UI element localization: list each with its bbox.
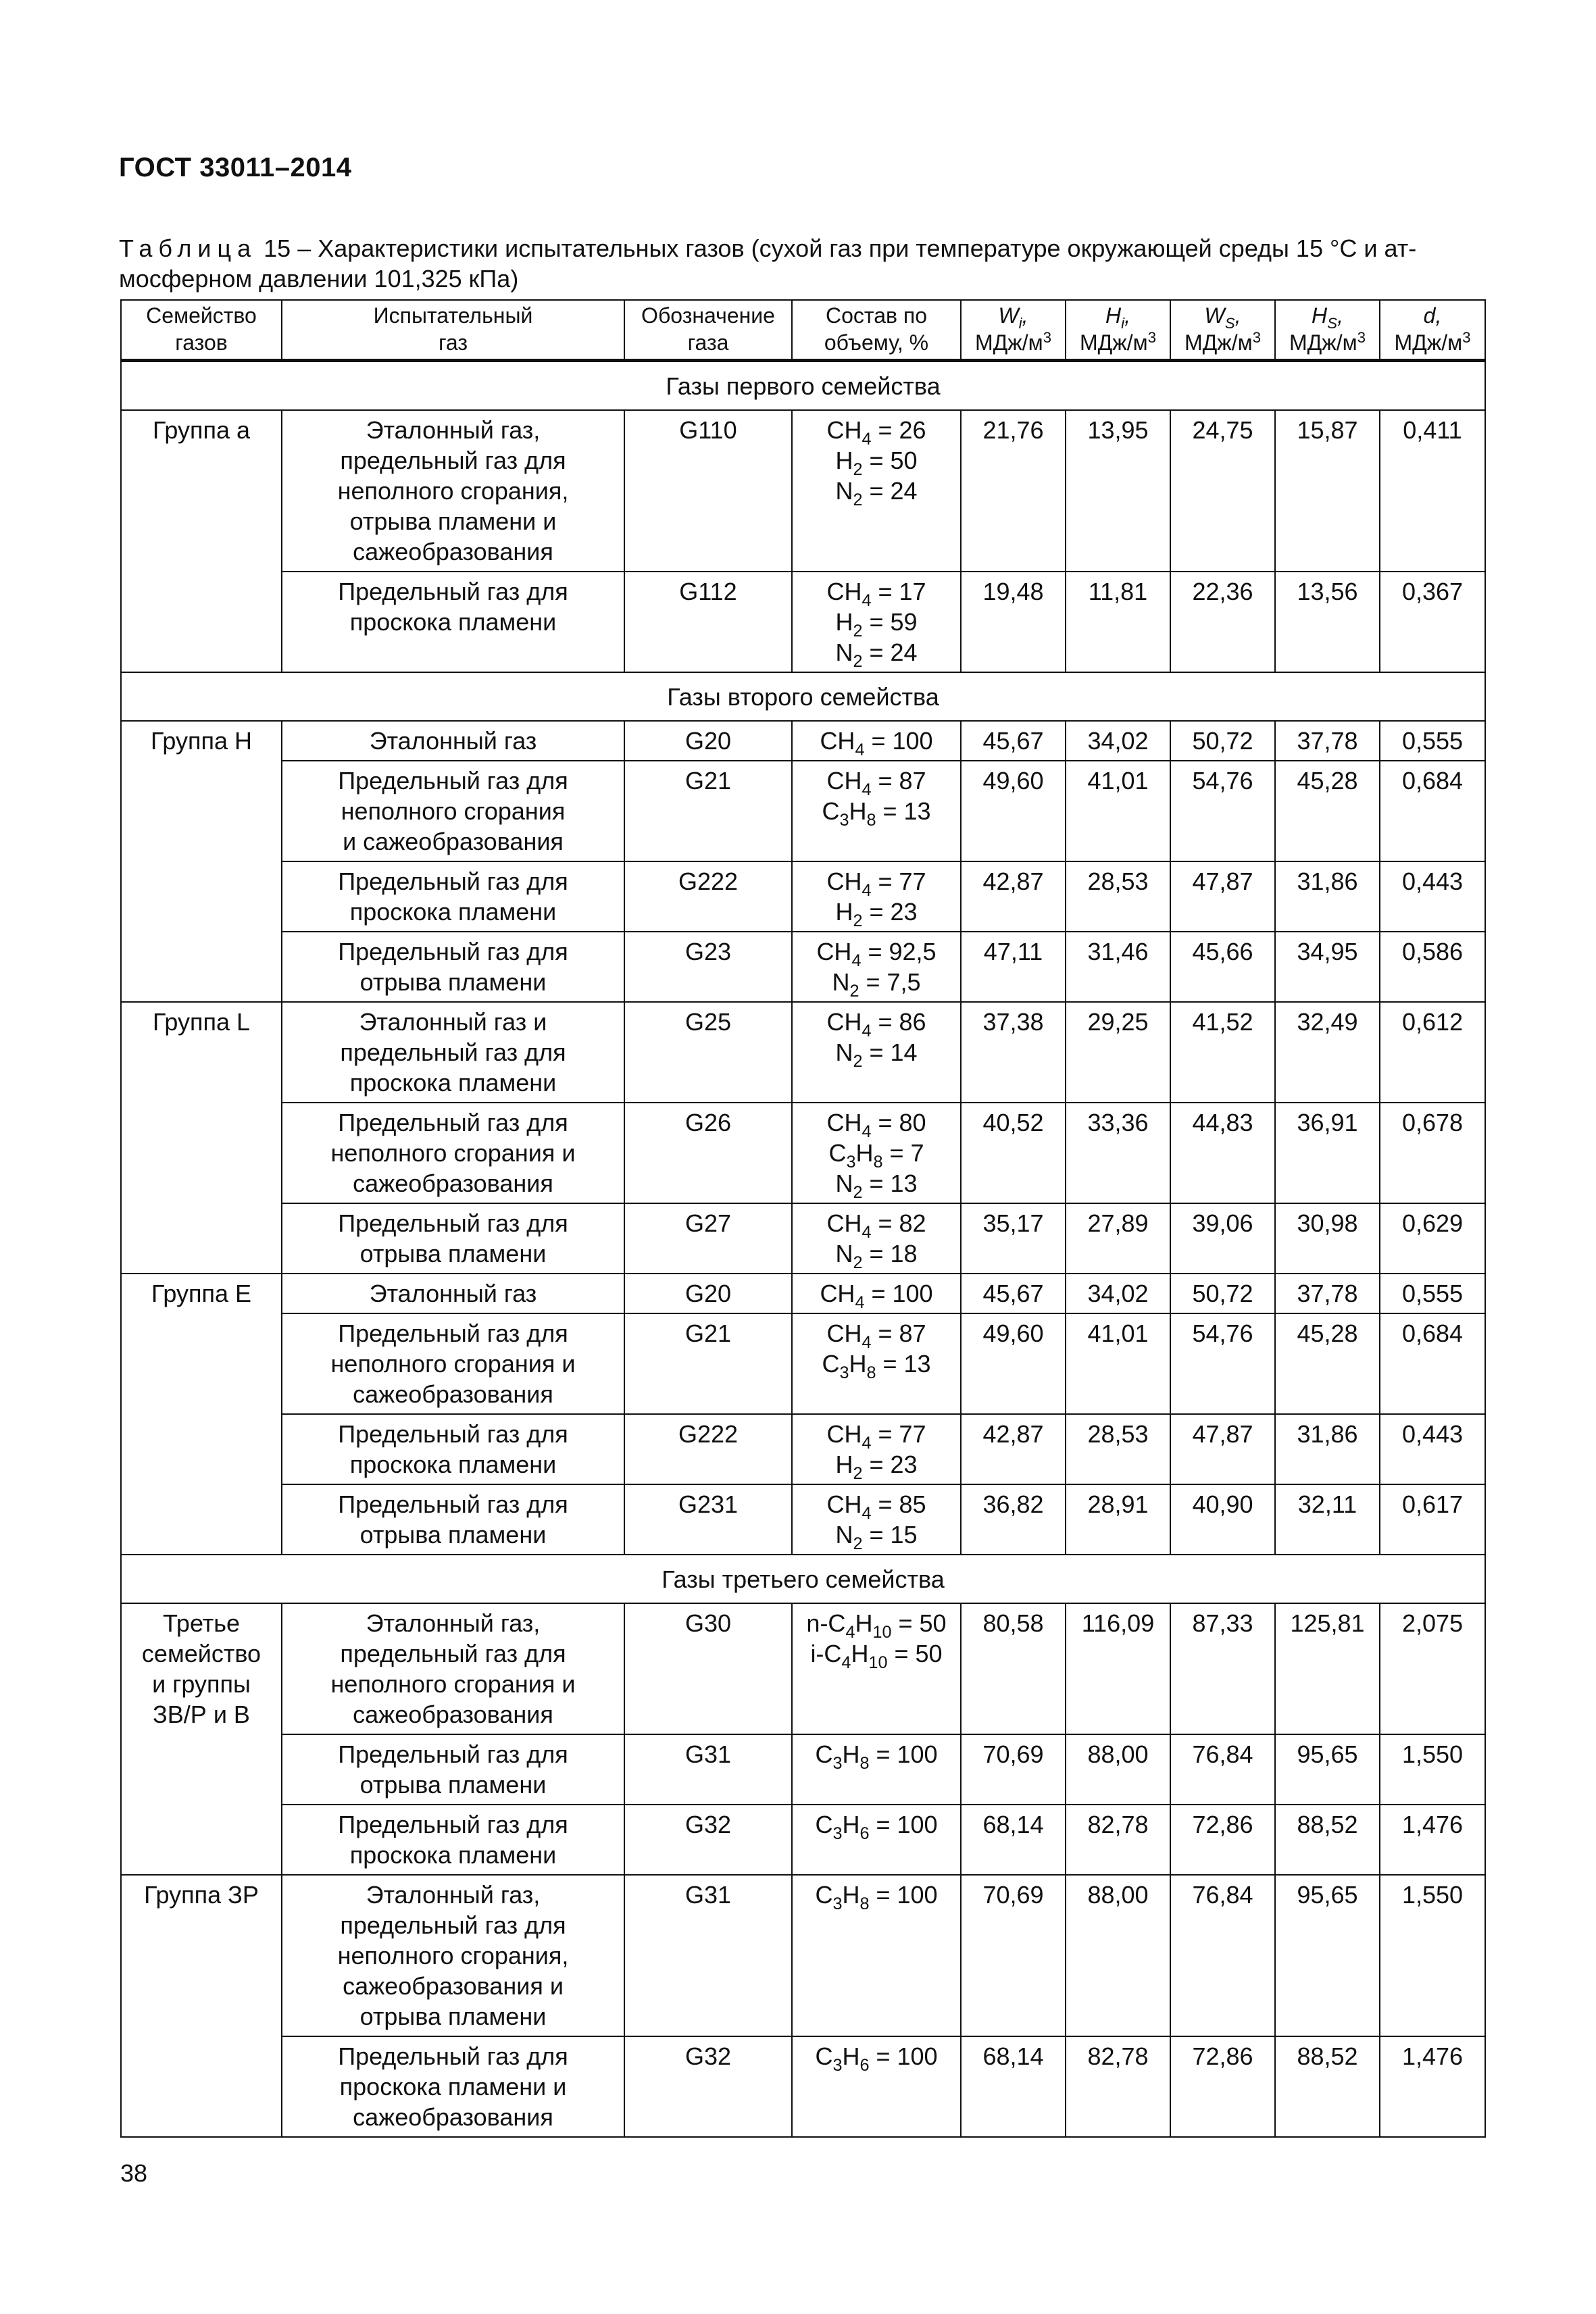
hi-value-cell: 13,95 [1066, 410, 1170, 572]
d-value-cell: 1,476 [1380, 1805, 1485, 1875]
gas-code-cell: G112 [624, 572, 792, 672]
caption-prefix: Таблица [119, 234, 257, 262]
header-d: d, МДж/$м^3$ [1380, 300, 1485, 361]
table-row [121, 1805, 1485, 1875]
header-family: Семейство газов [121, 300, 282, 361]
composition-line: $C_3H_6 = 100$ [815, 1811, 938, 1843]
composition-cell [792, 1103, 961, 1203]
ws-value-cell: 72,86 [1170, 2036, 1275, 2137]
ws-value-cell: 22,36 [1170, 572, 1275, 672]
gas-characteristics-table [120, 299, 1486, 2138]
header-wi: $W_i$, МДж/$м^3$ [961, 300, 1066, 361]
test-gas-cell: Предельный газ для отрыва пламени [282, 1203, 624, 1274]
composition-cell [792, 1734, 961, 1805]
test-gas-cell: Предельный газ для отрыва пламени [282, 932, 624, 1002]
gas-code-cell: G222 [624, 1414, 792, 1484]
table-row [121, 1414, 1485, 1484]
test-gas-cell: Предельный газ для неполного сгорания и сажеобразования [282, 761, 624, 861]
group-name: Группа L [121, 1002, 282, 1274]
test-gas-cell: Эталонный газ, предельный газ для неполного сгорания и сажеобразования [282, 1603, 624, 1734]
composition-line: $N_2 = 24$ [835, 638, 918, 671]
header-test-gas: Испытательный газ [282, 300, 624, 361]
table-row [121, 1002, 1485, 1103]
section-row [121, 1555, 1485, 1603]
ws-value-cell: 54,76 [1170, 761, 1275, 861]
composition-line: $C_3H_8 = 13$ [822, 1350, 931, 1382]
wi-value-cell: 21,76 [961, 410, 1066, 572]
composition-line: $C_3H_8 = 100$ [815, 1881, 938, 1913]
composition-line: $H_2 = 23$ [835, 1451, 918, 1483]
table-row [121, 1875, 1485, 2036]
table-row [121, 1103, 1485, 1203]
header-designation: Обозначение газа [624, 300, 792, 361]
composition-cell [792, 1203, 961, 1274]
hi-value-cell: 82,78 [1066, 2036, 1170, 2137]
ws-value-cell: 39,06 [1170, 1203, 1275, 1274]
table-row [121, 572, 1485, 672]
wi-value-cell: 45,67 [961, 721, 1066, 761]
table-caption [119, 233, 1484, 294]
gas-code-cell: G26 [624, 1103, 792, 1203]
hi-value-cell: 88,00 [1066, 1875, 1170, 2036]
wi-value-cell: 68,14 [961, 1805, 1066, 1875]
composition-cell [792, 1414, 961, 1484]
header-hs: $H_S$, МДж/$м^3$ [1275, 300, 1380, 361]
composition-line: $CH_4 = 26$ [826, 416, 926, 449]
table-row [121, 1274, 1485, 1313]
section-title: Газы первого семейства [121, 361, 1485, 411]
ws-value-cell: 76,84 [1170, 1875, 1275, 2036]
hs-value-cell: 88,52 [1275, 2036, 1380, 2137]
d-value-cell: 0,678 [1380, 1103, 1485, 1203]
d-value-cell: 0,612 [1380, 1002, 1485, 1103]
hs-value-cell: 32,49 [1275, 1002, 1380, 1103]
test-gas-cell: Предельный газ для неполного сгорания и сажеобразования [282, 1313, 624, 1414]
ws-value-cell: 87,33 [1170, 1603, 1275, 1734]
ws-value-cell: 72,86 [1170, 1805, 1275, 1875]
ws-value-cell: 50,72 [1170, 721, 1275, 761]
wi-value-cell: 47,11 [961, 932, 1066, 1002]
gas-code-cell: G222 [624, 861, 792, 932]
hi-value-cell: 41,01 [1066, 1313, 1170, 1414]
composition-line: $CH_4 = 87$ [826, 1319, 926, 1352]
d-value-cell: 0,443 [1380, 861, 1485, 932]
table-row [121, 1484, 1485, 1555]
d-value-cell: 0,555 [1380, 721, 1485, 761]
d-value-cell: 0,367 [1380, 572, 1485, 672]
composition-line: $CH_4 = 85$ [826, 1490, 926, 1523]
gas-code-cell: G23 [624, 932, 792, 1002]
test-gas-cell: Эталонный газ и предельный газ для проскока пламени [282, 1002, 624, 1103]
composition-line: $CH_4 = 77$ [826, 867, 926, 900]
d-value-cell: 0,684 [1380, 761, 1485, 861]
hs-value-cell: 31,86 [1275, 1414, 1380, 1484]
composition-line: $N_2 = 24$ [835, 477, 918, 509]
ws-value-cell: 76,84 [1170, 1734, 1275, 1805]
test-gas-cell: Предельный газ для отрыва пламени [282, 1734, 624, 1805]
composition-line: $H_2 = 59$ [835, 608, 918, 640]
hs-value-cell: 45,28 [1275, 1313, 1380, 1414]
test-gas-cell: Предельный газ для проскока пламени [282, 861, 624, 932]
table-row [121, 2036, 1485, 2137]
section-row [121, 672, 1485, 721]
composition-cell [792, 721, 961, 761]
table-row [121, 761, 1485, 861]
d-value-cell: 0,629 [1380, 1203, 1485, 1274]
section-title: Газы второго семейства [121, 672, 1485, 721]
header-hi: $H_i$, МДж/$м^3$ [1066, 300, 1170, 361]
ws-value-cell: 50,72 [1170, 1274, 1275, 1313]
wi-value-cell: 19,48 [961, 572, 1066, 672]
page-number: 38 [120, 2159, 148, 2187]
document-header: ГОСТ 33011–2014 [119, 153, 352, 182]
gas-code-cell: G21 [624, 761, 792, 861]
hi-value-cell: 28,53 [1066, 861, 1170, 932]
wi-value-cell: 68,14 [961, 2036, 1066, 2137]
table-row [121, 721, 1485, 761]
gas-code-cell: G21 [624, 1313, 792, 1414]
wi-value-cell: 70,69 [961, 1875, 1066, 2036]
composition-line: $CH_4 = 82$ [826, 1209, 926, 1242]
hs-value-cell: 45,28 [1275, 761, 1380, 861]
ws-value-cell: 24,75 [1170, 410, 1275, 572]
table-row [121, 932, 1485, 1002]
composition-line: $i-C_4H_{10} = 50$ [810, 1640, 943, 1672]
composition-line: $N_2 = 15$ [835, 1521, 918, 1553]
hi-value-cell: 82,78 [1066, 1805, 1170, 1875]
table-row [121, 1734, 1485, 1805]
hs-value-cell: 31,86 [1275, 861, 1380, 932]
ws-value-cell: 54,76 [1170, 1313, 1275, 1414]
hs-value-cell: 88,52 [1275, 1805, 1380, 1875]
wi-value-cell: 37,38 [961, 1002, 1066, 1103]
composition-cell [792, 761, 961, 861]
ws-value-cell: 45,66 [1170, 932, 1275, 1002]
composition-line: $N_2 = 7,5$ [832, 968, 921, 1001]
hs-value-cell: 32,11 [1275, 1484, 1380, 1555]
test-gas-cell: Предельный газ для проскока пламени и сажеобразования [282, 2036, 624, 2137]
hi-value-cell: 28,53 [1066, 1414, 1170, 1484]
composition-line: $n-C_4H_{10} = 50$ [806, 1609, 947, 1642]
wi-value-cell: 45,67 [961, 1274, 1066, 1313]
section-row [121, 361, 1485, 411]
d-value-cell: 1,476 [1380, 2036, 1485, 2137]
composition-line: $CH_4 = 80$ [826, 1109, 926, 1141]
hi-value-cell: 29,25 [1066, 1002, 1170, 1103]
composition-line: $CH_4 = 86$ [826, 1008, 926, 1040]
table-row [121, 1603, 1485, 1734]
d-value-cell: 0,684 [1380, 1313, 1485, 1414]
test-gas-cell: Эталонный газ [282, 1274, 624, 1313]
gas-code-cell: G231 [624, 1484, 792, 1555]
wi-value-cell: 49,60 [961, 761, 1066, 861]
header-composition: Состав по объему, % [792, 300, 961, 361]
composition-cell [792, 410, 961, 572]
wi-value-cell: 42,87 [961, 1414, 1066, 1484]
composition-line: $CH_4 = 87$ [826, 767, 926, 799]
gas-code-cell: G110 [624, 410, 792, 572]
header-row [121, 300, 1485, 361]
group-name: Группа ЗР [121, 1875, 282, 2137]
gas-code-cell: G27 [624, 1203, 792, 1274]
table-row [121, 1313, 1485, 1414]
hs-value-cell: 36,91 [1275, 1103, 1380, 1203]
gas-code-cell: G32 [624, 1805, 792, 1875]
composition-line: $C_3H_8 = 7$ [828, 1139, 924, 1172]
group-name: Группа Н [121, 721, 282, 1002]
hi-value-cell: 41,01 [1066, 761, 1170, 861]
composition-line: $H_2 = 23$ [835, 898, 918, 930]
d-value-cell: 0,443 [1380, 1414, 1485, 1484]
table-header [121, 300, 1485, 361]
test-gas-cell: Эталонный газ, предельный газ для неполного сгорания, отрыва пламени и сажеобразования [282, 410, 624, 572]
gas-code-cell: G20 [624, 721, 792, 761]
hs-value-cell: 30,98 [1275, 1203, 1380, 1274]
table-body [121, 361, 1485, 2138]
composition-cell [792, 1484, 961, 1555]
d-value-cell: 0,411 [1380, 410, 1485, 572]
composition-cell [792, 1805, 961, 1875]
composition-line: $H_2 = 50$ [835, 447, 918, 479]
hs-value-cell: 37,78 [1275, 1274, 1380, 1313]
hi-value-cell: 33,36 [1066, 1103, 1170, 1203]
test-gas-cell: Предельный газ для неполного сгорания и сажеобразования [282, 1103, 624, 1203]
composition-line: $CH_4 = 92,5$ [816, 938, 937, 970]
gas-code-cell: G25 [624, 1002, 792, 1103]
composition-cell [792, 1875, 961, 2036]
hi-value-cell: 88,00 [1066, 1734, 1170, 1805]
composition-cell [792, 2036, 961, 2137]
gas-code-cell: G30 [624, 1603, 792, 1734]
hs-value-cell: 15,87 [1275, 410, 1380, 572]
d-value-cell: 0,617 [1380, 1484, 1485, 1555]
test-gas-cell: Эталонный газ, предельный газ для неполного сгорания, сажеобразования и отрыва пламени [282, 1875, 624, 2036]
wi-value-cell: 49,60 [961, 1313, 1066, 1414]
hi-value-cell: 28,91 [1066, 1484, 1170, 1555]
header-ws: $W_S$, МДж/$м^3$ [1170, 300, 1275, 361]
hs-value-cell: 125,81 [1275, 1603, 1380, 1734]
d-value-cell: 0,586 [1380, 932, 1485, 1002]
composition-cell [792, 1313, 961, 1414]
composition-line: $C_3H_8 = 13$ [822, 797, 931, 830]
composition-line: $C_3H_8 = 100$ [815, 1740, 938, 1773]
hs-value-cell: 13,56 [1275, 572, 1380, 672]
gas-code-cell: G31 [624, 1734, 792, 1805]
test-gas-cell: Эталонный газ [282, 721, 624, 761]
ws-value-cell: 47,87 [1170, 1414, 1275, 1484]
group-name: Группа Е [121, 1274, 282, 1555]
gas-code-cell: G32 [624, 2036, 792, 2137]
composition-cell [792, 1002, 961, 1103]
composition-line: $N_2 = 14$ [835, 1038, 918, 1071]
hs-value-cell: 95,65 [1275, 1875, 1380, 2036]
composition-line: $CH_4 = 100$ [820, 1280, 933, 1312]
composition-cell [792, 1274, 961, 1313]
wi-value-cell: 80,58 [961, 1603, 1066, 1734]
hi-value-cell: 116,09 [1066, 1603, 1170, 1734]
d-value-cell: 0,555 [1380, 1274, 1485, 1313]
d-value-cell: 1,550 [1380, 1875, 1485, 2036]
composition-line: $N_2 = 13$ [835, 1169, 918, 1202]
composition-cell [792, 861, 961, 932]
wi-value-cell: 70,69 [961, 1734, 1066, 1805]
wi-value-cell: 36,82 [961, 1484, 1066, 1555]
table-row [121, 861, 1485, 932]
composition-line: $C_3H_6 = 100$ [815, 2042, 938, 2075]
hi-value-cell: 27,89 [1066, 1203, 1170, 1274]
d-value-cell: 2,075 [1380, 1603, 1485, 1734]
test-gas-cell: Предельный газ для отрыва пламени [282, 1484, 624, 1555]
wi-value-cell: 35,17 [961, 1203, 1066, 1274]
composition-line: $CH_4 = 17$ [826, 578, 926, 610]
hs-value-cell: 37,78 [1275, 721, 1380, 761]
group-name: Третье семейство и группы ЗВ/Р и В [121, 1603, 282, 1875]
wi-value-cell: 42,87 [961, 861, 1066, 932]
group-name: Группа а [121, 410, 282, 672]
caption-text: 15 – Характеристики испытательных газов (сухой газ при температуре окружающей среды 15 °С и ат-мосферном давлении 101,325 кПа) [119, 234, 1417, 293]
ws-value-cell: 41,52 [1170, 1002, 1275, 1103]
gas-code-cell: G31 [624, 1875, 792, 2036]
section-title: Газы третьего семейства [121, 1555, 1485, 1603]
hi-value-cell: 11,81 [1066, 572, 1170, 672]
hi-value-cell: 34,02 [1066, 1274, 1170, 1313]
gas-code-cell: G20 [624, 1274, 792, 1313]
ws-value-cell: 40,90 [1170, 1484, 1275, 1555]
composition-cell [792, 572, 961, 672]
composition-line: $N_2 = 18$ [835, 1240, 918, 1272]
table-row [121, 410, 1485, 572]
hi-value-cell: 31,46 [1066, 932, 1170, 1002]
composition-line: $CH_4 = 77$ [826, 1420, 926, 1453]
test-gas-cell: Предельный газ для проскока пламени [282, 572, 624, 672]
hs-value-cell: 95,65 [1275, 1734, 1380, 1805]
composition-cell [792, 932, 961, 1002]
test-gas-cell: Предельный газ для проскока пламени [282, 1805, 624, 1875]
ws-value-cell: 44,83 [1170, 1103, 1275, 1203]
d-value-cell: 1,550 [1380, 1734, 1485, 1805]
hs-value-cell: 34,95 [1275, 932, 1380, 1002]
composition-cell [792, 1603, 961, 1734]
ws-value-cell: 47,87 [1170, 861, 1275, 932]
table-row [121, 1203, 1485, 1274]
wi-value-cell: 40,52 [961, 1103, 1066, 1203]
composition-line: $CH_4 = 100$ [820, 727, 933, 759]
test-gas-cell: Предельный газ для проскока пламени [282, 1414, 624, 1484]
hi-value-cell: 34,02 [1066, 721, 1170, 761]
